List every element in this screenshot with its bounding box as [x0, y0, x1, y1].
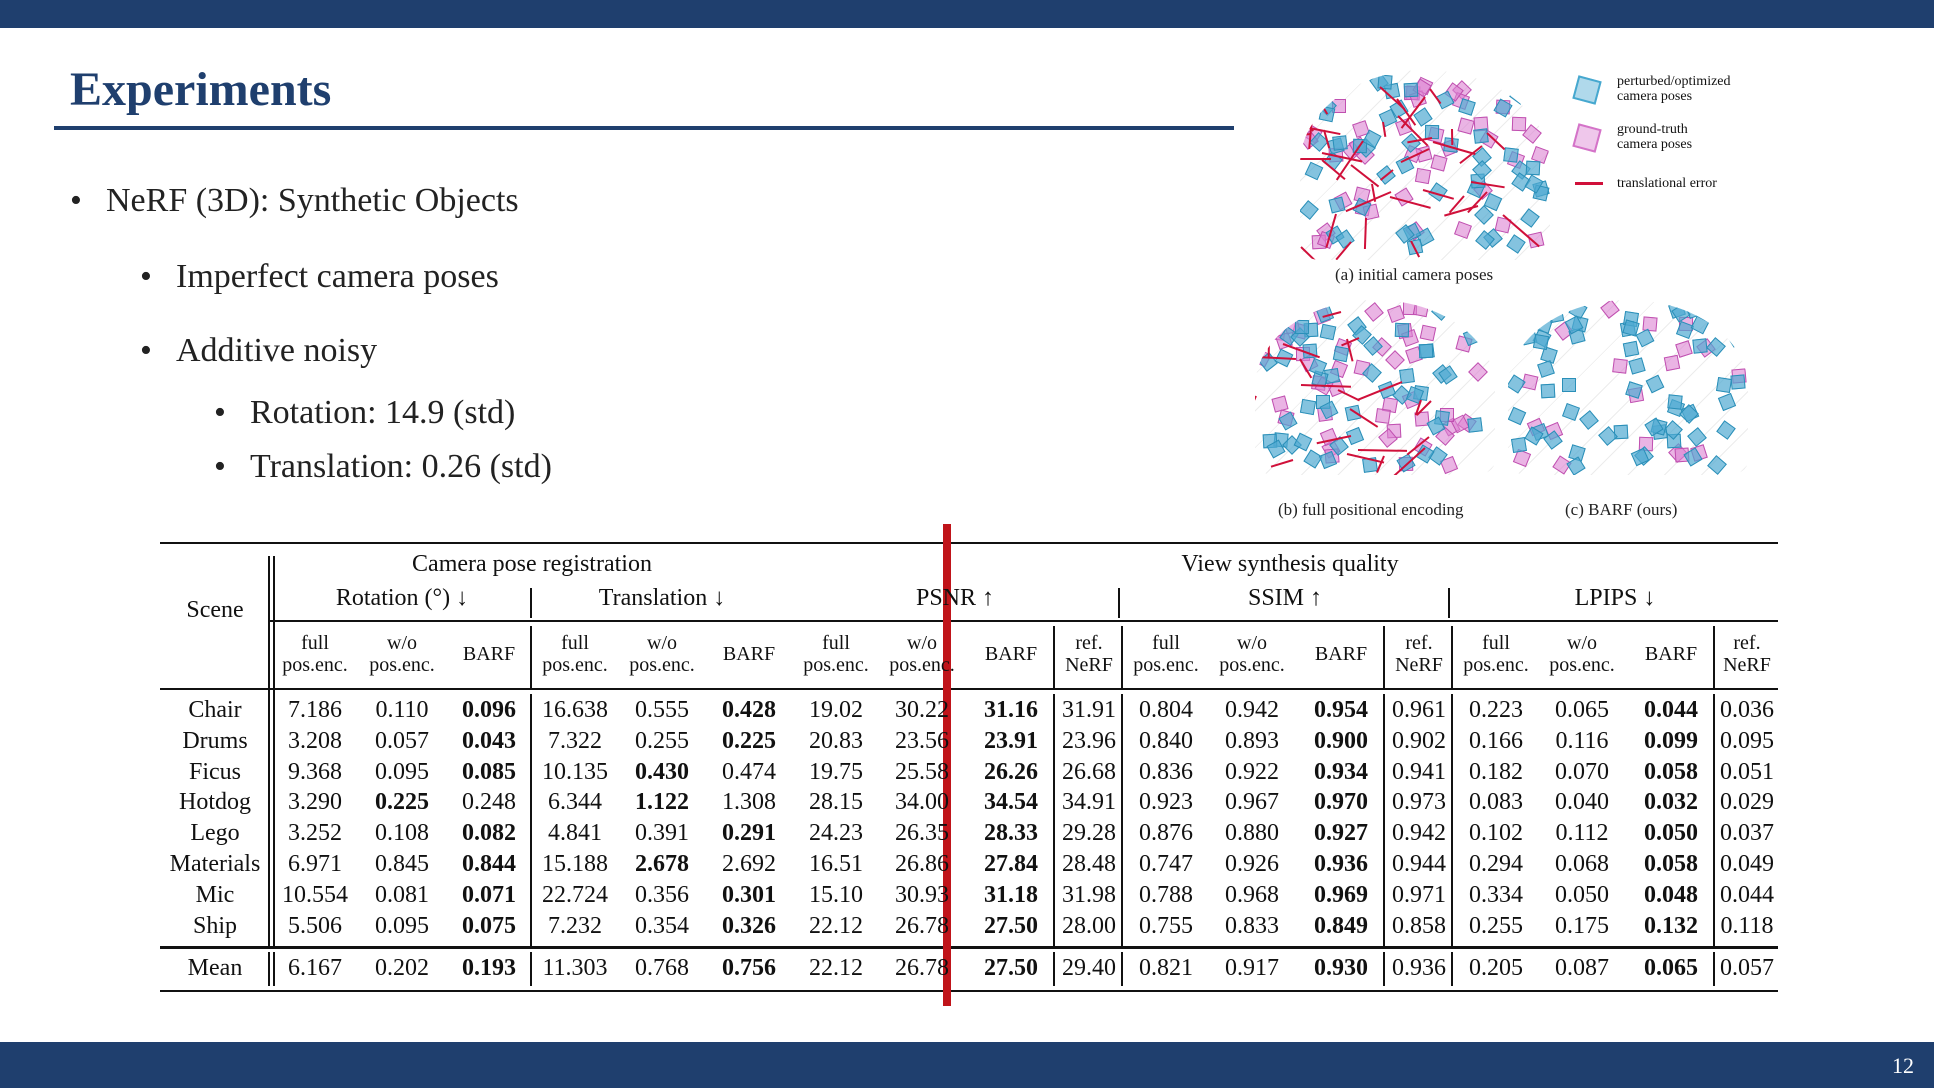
table-row-cell: 0.057	[375, 727, 429, 754]
table-row-cell: 26.68	[1062, 758, 1116, 785]
table-row-cell: 34.91	[1062, 789, 1116, 816]
table-row-cell: 0.922	[1225, 758, 1279, 785]
cyan-camera-icon	[1572, 75, 1601, 104]
table-row-cell: 0.095	[375, 758, 429, 785]
header-rule	[270, 620, 1778, 622]
mean-row-cell: 0.917	[1225, 955, 1279, 981]
table-row-cell: 0.032	[1644, 789, 1698, 816]
scene-header: Scene	[186, 597, 244, 623]
table-row-cell: 0.936	[1314, 851, 1368, 877]
barf-plot	[1508, 300, 1748, 475]
ground-truth-camera-marker	[1375, 408, 1391, 424]
table-row-scene: Chair	[188, 697, 242, 723]
table-row-cell: 7.322	[548, 727, 602, 754]
mean-row-cell: 0.936	[1392, 955, 1446, 981]
table-row-cell: 4.841	[548, 820, 602, 847]
table-row-cell: 0.970	[1314, 789, 1368, 816]
table-row-cell: 0.049	[1720, 851, 1774, 877]
table-row-cell: 25.58	[895, 758, 949, 785]
table-row-cell: 0.474	[722, 758, 776, 785]
table-row-cell: 3.252	[288, 820, 342, 847]
optimized-camera-marker	[1562, 378, 1576, 392]
column-header: ref. NeRF	[1723, 632, 1771, 676]
mean-row-cell: 0.057	[1720, 955, 1774, 981]
table-row-cell: 0.941	[1392, 758, 1446, 785]
mean-row-cell: 0.768	[635, 955, 689, 981]
bullet-item: • Rotation: 14.9 (std)	[214, 394, 516, 431]
mean-row-scene: Mean	[187, 955, 243, 981]
table-row-cell: 1.308	[722, 789, 776, 816]
table-row-cell: 0.840	[1139, 727, 1193, 754]
table-row-cell: 0.166	[1469, 727, 1523, 754]
camera-pose-figure	[1240, 60, 1770, 530]
table-row-cell: 0.085	[462, 758, 516, 785]
optimized-camera-marker	[1533, 334, 1549, 350]
table-row-cell: 26.35	[895, 820, 949, 847]
column-separator	[530, 588, 532, 618]
slide-number: 12	[1892, 1053, 1914, 1078]
table-row-scene: Materials	[169, 851, 261, 877]
table-row-cell: 0.029	[1720, 789, 1774, 816]
table-row-cell: 0.223	[1469, 697, 1523, 723]
table-row-cell: 19.75	[809, 758, 863, 785]
bullet-text: Translation: 0.26 (std)	[250, 448, 552, 485]
table-row-scene: Ship	[192, 912, 237, 939]
table-row-cell: 0.112	[1555, 820, 1609, 847]
table-bottom-rule	[160, 990, 1778, 992]
translation-header: Translation ↓	[598, 585, 726, 611]
table-row-cell: 0.967	[1225, 789, 1279, 816]
table-row-cell: 0.334	[1469, 881, 1523, 908]
table-row-cell: 3.290	[288, 789, 342, 816]
table-row-cell: 0.075	[462, 912, 516, 939]
table-row-cell: 0.902	[1392, 727, 1446, 754]
table-row-cell: 16.51	[809, 851, 863, 877]
table-row-cell: 0.225	[375, 789, 429, 816]
table-row-cell: 27.50	[984, 912, 1038, 939]
legend-label: ground-truth camera poses	[1617, 122, 1693, 152]
red-line-icon	[1575, 182, 1603, 185]
table-row-cell: 22.12	[809, 912, 863, 939]
mean-row-cell: 29.40	[1062, 955, 1116, 981]
table-row-cell: 0.182	[1469, 758, 1523, 785]
table-row-cell: 30.93	[895, 881, 949, 908]
table-row-cell: 0.102	[1469, 820, 1523, 847]
table-row-cell: 0.116	[1555, 727, 1609, 754]
table-row-cell: 0.893	[1225, 727, 1279, 754]
optimized-camera-marker	[1540, 384, 1555, 399]
top-bar	[0, 0, 1934, 28]
mean-row-cell: 0.756	[722, 955, 776, 981]
ground-truth-camera-marker	[1419, 324, 1436, 341]
optimized-camera-marker	[1474, 129, 1490, 145]
legend-label: perturbed/optimized camera poses	[1617, 74, 1731, 104]
mean-row-cell: 0.202	[375, 955, 429, 981]
table-row-cell: 0.858	[1392, 912, 1446, 939]
mean-row-cell: 22.12	[809, 955, 863, 981]
bullet-item: • Translation: 0.26 (std)	[214, 448, 552, 485]
table-row-cell: 0.255	[1469, 912, 1523, 939]
optimized-camera-marker	[1404, 83, 1419, 98]
table-row-cell: 28.00	[1062, 912, 1116, 939]
table-row-cell: 29.28	[1062, 820, 1116, 847]
table-row-cell: 26.78	[895, 912, 949, 939]
optimized-camera-marker	[1333, 136, 1349, 152]
table-row-cell: 16.638	[542, 697, 608, 723]
full-pos-enc-plot	[1255, 300, 1495, 475]
table-row-cell: 6.344	[548, 789, 602, 816]
lpips-header: LPIPS ↓	[1574, 585, 1656, 611]
table-row-cell: 26.26	[984, 758, 1038, 785]
optimized-camera-marker	[1667, 394, 1682, 409]
table-row-cell: 0.058	[1644, 851, 1698, 877]
ground-truth-camera-marker	[1415, 168, 1431, 184]
table-row-cell: 0.555	[635, 697, 689, 723]
ground-truth-camera-marker	[1475, 300, 1491, 316]
column-header: w/o pos.enc.	[629, 632, 695, 676]
table-row-cell: 31.18	[984, 881, 1038, 908]
table-row-cell: 7.232	[548, 912, 602, 939]
optimized-camera-marker	[1419, 344, 1433, 358]
table-row-cell: 0.326	[722, 912, 776, 939]
table-row-cell: 28.48	[1062, 851, 1116, 877]
initial-poses-plot	[1300, 70, 1550, 260]
table-row-cell: 23.91	[984, 727, 1038, 754]
table-row-cell: 6.971	[288, 851, 342, 877]
table-row-cell: 0.050	[1644, 820, 1698, 847]
mean-row-cell: 6.167	[288, 955, 342, 981]
legend-label: translational error	[1617, 176, 1717, 191]
table-row-cell: 0.068	[1555, 851, 1609, 877]
legend-item-ground-truth	[1575, 120, 1775, 168]
column-header: ref. NeRF	[1395, 632, 1443, 676]
table-row-cell: 0.923	[1139, 789, 1193, 816]
pink-camera-icon	[1572, 123, 1601, 152]
table-row-scene: Mic	[195, 881, 235, 908]
table-row-cell: 0.065	[1555, 697, 1609, 723]
table-row-cell: 0.294	[1469, 851, 1523, 877]
column-header: w/o pos.enc.	[1219, 632, 1285, 676]
column-header: full pos.enc.	[542, 632, 608, 676]
caption-initial: (a) initial camera poses	[1335, 265, 1494, 284]
table-row-cell: 0.095	[1720, 727, 1774, 754]
bullet-item: • NeRF (3D): Synthetic Objects	[70, 182, 519, 219]
table-row-cell: 0.040	[1555, 789, 1609, 816]
column-header: full pos.enc.	[803, 632, 869, 676]
table-row-cell: 0.118	[1720, 912, 1774, 939]
table-row-cell: 0.050	[1555, 881, 1609, 908]
optimized-camera-marker	[1623, 341, 1639, 357]
table-row-cell: 26.86	[895, 851, 949, 877]
column-header: full pos.enc.	[1463, 632, 1529, 676]
table-row-cell: 0.255	[635, 727, 689, 754]
optimized-camera-marker	[1730, 375, 1745, 390]
table-row-cell: 0.845	[375, 851, 429, 877]
bullet-item: • Imperfect camera poses	[140, 258, 499, 295]
caption-barf: (c) BARF (ours)	[1565, 500, 1678, 519]
table-row-cell: 10.554	[282, 881, 348, 908]
figure-legend	[1575, 72, 1775, 216]
mean-rule	[160, 946, 1778, 949]
table-row-cell: 0.836	[1139, 758, 1193, 785]
table-row-cell: 34.54	[984, 789, 1038, 816]
table-row-cell: 0.934	[1314, 758, 1368, 785]
table-row-cell: 0.755	[1139, 912, 1193, 939]
table-row-cell: 2.678	[635, 851, 689, 877]
table-row-cell: 31.16	[984, 697, 1038, 723]
pose-group-header: Camera pose registration	[412, 551, 652, 577]
table-row-cell: 0.082	[462, 820, 516, 847]
table-row-cell: 34.00	[895, 789, 949, 816]
mean-row-cell: 0.930	[1314, 955, 1368, 981]
column-header: BARF	[1314, 643, 1368, 665]
table-row-cell: 0.927	[1314, 820, 1368, 847]
table-row-cell: 0.747	[1139, 851, 1193, 877]
bullet-text: Additive noisy	[176, 332, 378, 369]
table-row-cell: 24.23	[809, 820, 863, 847]
mean-row-cell: 26.78	[895, 955, 949, 981]
table-row-cell: 23.96	[1062, 727, 1116, 754]
optimized-camera-marker	[1295, 320, 1309, 334]
table-row-cell: 0.110	[375, 697, 429, 723]
bottom-bar	[0, 1042, 1934, 1088]
column-header: ref. NeRF	[1065, 632, 1113, 676]
column-header: BARF	[984, 643, 1038, 665]
title-underline	[54, 126, 1234, 130]
table-row-cell: 0.971	[1392, 881, 1446, 908]
table-row-cell: 0.058	[1644, 758, 1698, 785]
mean-row-cell: 0.205	[1469, 955, 1523, 981]
table-row-cell: 0.788	[1139, 881, 1193, 908]
table-row-cell: 0.096	[462, 697, 516, 723]
column-header: BARF	[722, 643, 776, 665]
table-row-cell: 15.10	[809, 881, 863, 908]
table-row-cell: 0.954	[1314, 697, 1368, 723]
optimized-camera-marker	[1320, 324, 1337, 341]
table-row-cell: 1.122	[635, 789, 689, 816]
column-header: w/o pos.enc.	[889, 632, 955, 676]
table-row-cell: 0.175	[1555, 912, 1609, 939]
table-top-rule	[160, 542, 1778, 544]
table-row-cell: 19.02	[809, 697, 863, 723]
column-header: full pos.enc.	[1133, 632, 1199, 676]
table-row-cell: 0.036	[1720, 697, 1774, 723]
results-table	[160, 542, 1778, 992]
optimized-camera-marker	[1716, 377, 1732, 393]
column-separator	[1448, 588, 1450, 618]
ground-truth-camera-marker	[1511, 116, 1525, 130]
bullet-text: Rotation: 14.9 (std)	[250, 394, 516, 431]
optimized-camera-marker	[1503, 147, 1519, 163]
table-row-scene: Drums	[182, 727, 248, 754]
table-row-cell: 3.208	[288, 727, 342, 754]
table-row-cell: 7.186	[288, 697, 342, 723]
table-row-scene: Ficus	[188, 758, 241, 785]
table-row-cell: 0.356	[635, 881, 689, 908]
table-row-cell: 27.84	[984, 851, 1038, 877]
ground-truth-camera-marker	[1612, 358, 1628, 374]
mean-row-cell: 0.065	[1644, 955, 1698, 981]
view-group-header: View synthesis quality	[1181, 551, 1399, 577]
table-row-cell: 0.926	[1225, 851, 1279, 877]
table-row-scene: Hotdog	[179, 789, 251, 816]
slide-title: Experiments	[70, 63, 332, 116]
table-row-cell: 0.132	[1644, 912, 1698, 939]
legend-item-error	[1575, 168, 1775, 216]
optimized-camera-marker	[1467, 417, 1483, 433]
table-row-cell: 0.225	[722, 727, 776, 754]
bullet-text: NeRF (3D): Synthetic Objects	[106, 182, 519, 219]
table-row-cell: 0.969	[1314, 881, 1368, 908]
table-row-cell: 0.291	[722, 820, 776, 847]
table-row-cell: 0.973	[1392, 789, 1446, 816]
table-row-cell: 0.301	[722, 881, 776, 908]
column-separator	[268, 556, 270, 688]
optimized-camera-marker	[1395, 323, 1409, 337]
table-row-cell: 0.071	[462, 881, 516, 908]
table-row-cell: 28.15	[809, 789, 863, 816]
bullet-text: Imperfect camera poses	[176, 258, 499, 295]
table-row-cell: 0.043	[462, 727, 516, 754]
table-row-cell: 2.692	[722, 851, 776, 877]
table-row-cell: 0.849	[1314, 912, 1368, 939]
bullet-item: • Additive noisy	[140, 332, 378, 369]
table-row-cell: 0.430	[635, 758, 689, 785]
table-row-cell: 0.099	[1644, 727, 1698, 754]
optimized-camera-marker	[1526, 160, 1541, 175]
translational-error-line	[1300, 71, 1335, 74]
mean-row-cell: 0.193	[462, 955, 516, 981]
table-row-cell: 31.98	[1062, 881, 1116, 908]
mean-row-cell: 0.821	[1139, 955, 1193, 981]
table-row-cell: 0.070	[1555, 758, 1609, 785]
legend-item-optimized	[1575, 72, 1775, 120]
table-row-cell: 20.83	[809, 727, 863, 754]
psnr-header: PSNR ↑	[915, 585, 995, 611]
table-row-cell: 0.944	[1392, 851, 1446, 877]
column-header: full pos.enc.	[282, 632, 348, 676]
table-row-cell: 22.724	[542, 881, 608, 908]
ssim-header: SSIM ↑	[1247, 585, 1323, 611]
table-row-cell: 31.91	[1062, 697, 1116, 723]
table-row-cell: 0.083	[1469, 789, 1523, 816]
table-row-cell: 0.044	[1644, 697, 1698, 723]
table-row-cell: 15.188	[542, 851, 608, 877]
table-row-cell: 0.804	[1139, 697, 1193, 723]
table-row-cell: 0.942	[1225, 697, 1279, 723]
column-header: BARF	[462, 643, 516, 665]
table-row-cell: 0.961	[1392, 697, 1446, 723]
column-separator	[1118, 588, 1120, 618]
table-row-cell: 0.391	[635, 820, 689, 847]
table-row-cell: 0.037	[1720, 820, 1774, 847]
table-row-cell: 9.368	[288, 758, 342, 785]
table-row-cell: 0.844	[462, 851, 516, 877]
table-row-cell: 23.56	[895, 727, 949, 754]
table-row-cell: 0.876	[1139, 820, 1193, 847]
table-row-scene: Lego	[190, 820, 240, 847]
column-header: w/o pos.enc.	[1549, 632, 1615, 676]
rotation-header: Rotation (°) ↓	[335, 585, 469, 611]
table-row-cell: 0.081	[375, 881, 429, 908]
table-row-cell: 0.048	[1644, 881, 1698, 908]
table-row-cell: 0.968	[1225, 881, 1279, 908]
translational-error-line	[1300, 158, 1331, 160]
table-row-cell: 0.354	[635, 912, 689, 939]
table-row-cell: 0.095	[375, 912, 429, 939]
table-row-cell: 0.942	[1392, 820, 1446, 847]
table-row-cell: 5.506	[288, 912, 342, 939]
table-row-cell: 0.833	[1225, 912, 1279, 939]
table-row-cell: 28.33	[984, 820, 1038, 847]
column-header: BARF	[1644, 643, 1698, 665]
mean-row-cell: 11.303	[542, 955, 608, 981]
table-row-cell: 10.135	[542, 758, 608, 785]
mean-row-cell: 27.50	[984, 955, 1038, 981]
optimized-camera-marker	[1300, 399, 1316, 415]
table-row-cell: 0.044	[1720, 881, 1774, 908]
table-row-cell: 0.880	[1225, 820, 1279, 847]
column-header: w/o pos.enc.	[369, 632, 435, 676]
table-row-cell: 0.248	[462, 789, 516, 816]
header-bottom-rule	[160, 688, 1778, 690]
table-row-cell: 0.428	[722, 697, 776, 723]
table-row-cell: 0.051	[1720, 758, 1774, 785]
table-row-cell: 0.108	[375, 820, 429, 847]
caption-full-pos-enc: (b) full positional encoding	[1278, 500, 1464, 519]
table-row-cell: 0.900	[1314, 727, 1368, 754]
mean-row-cell: 0.087	[1555, 955, 1609, 981]
table-row-cell: 30.22	[895, 697, 949, 723]
